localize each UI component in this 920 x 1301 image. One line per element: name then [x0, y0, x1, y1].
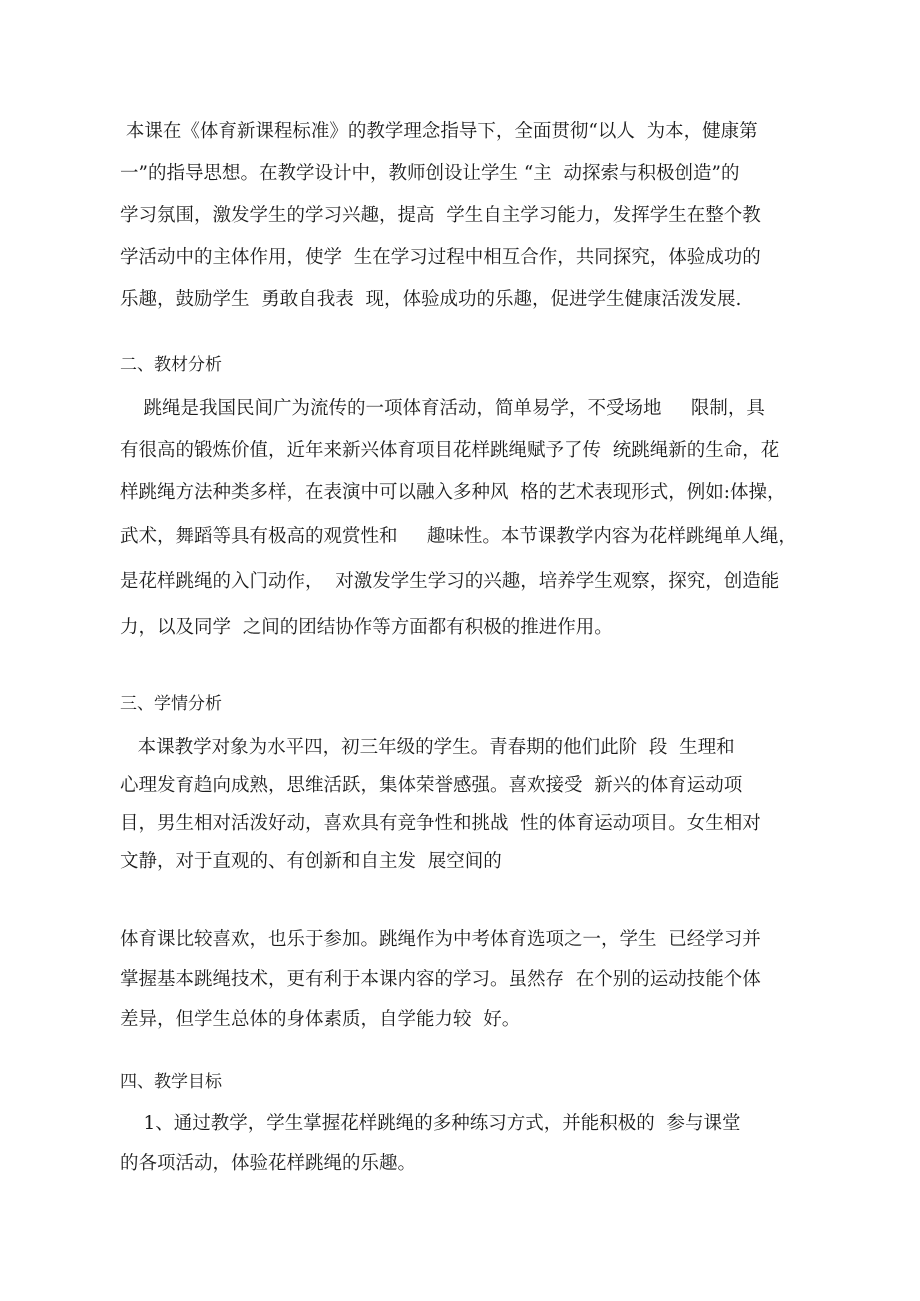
paragraph-line: 心理发育趋向成熟，思维活跃，集体荣誉感强。喜欢接受 新兴的体育运动项 — [120, 775, 743, 796]
paragraph-line: 文静，对于直观的、有创新和自主发 展空间的 — [120, 851, 502, 872]
section-heading-objectives: 四、教学目标 — [120, 1072, 222, 1092]
paragraph-line: 武术，舞蹈等具有极高的观赏性和 趣味性。本节课教学内容为花样跳绳单人绳， — [120, 526, 797, 547]
section-heading-materials: 二、教材分析 — [120, 355, 222, 375]
paragraph-line: 的各项活动，体验花样跳绳的乐趣。 — [120, 1153, 417, 1174]
paragraph-line: 跳绳是我国民间广为流传的一项体育活动，简单易学，不受场地 限制，具 — [120, 398, 765, 419]
paragraph-line: 体育课比较喜欢，也乐于参加。跳绳作为中考体育选项之一，学生 已经学习并 — [120, 929, 761, 950]
paragraph-line: 本课教学对象为水平四，初三年级的学生。青春期的他们此阶 段 生理和 — [120, 737, 735, 758]
section-heading-students: 三、学情分析 — [120, 694, 222, 714]
paragraph-line: 本课在《体育新课程标准》的教学理念指导下，全面贯彻“以人 为本，健康第 — [120, 121, 758, 142]
paragraph-line: 学活动中的主体作用，使学 生在学习过程中相互合作，共同探究，体验成功的 — [120, 247, 761, 268]
paragraph-line: 力，以及同学 之间的团结协作等方面都有积极的推进作用。 — [120, 617, 613, 638]
paragraph-line: 掌握基本跳绳技术，更有利于本课内容的学习。虽然存 在个别的运动技能个体 — [120, 969, 761, 990]
paragraph-line: 样跳绳方法种类多样，在表演中可以融入多种风 格的艺术表现形式，例如:体操， — [120, 482, 786, 503]
paragraph-line: 一”的指导思想。在教学设计中，教师创设让学生 “主 动探索与积极创造”的 — [120, 163, 740, 184]
paragraph-line: 目，男生相对活泼好动，喜欢具有竞争性和挑战 性的体育运动项目。女生相对 — [120, 813, 761, 834]
paragraph-line: 有很高的锻炼价值，近年来新兴体育项目花样跳绳赋予了传 统跳绳新的生命，花 — [120, 440, 780, 461]
paragraph-line: 差异，但学生总体的身体素质，自学能力较 好。 — [120, 1009, 521, 1030]
paragraph-line: 是花样跳绳的入门动作， 对激发学生学习的兴趣，培养学生观察，探究，创造能 — [120, 571, 780, 592]
paragraph-line: 乐趣，鼓励学生 勇敢自我表 现，体验成功的乐趣，促进学生健康活泼发展. — [120, 289, 742, 310]
paragraph-line: 1、通过教学，学生掌握花样跳绳的多种练习方式，并能积极的 参与课堂 — [120, 1113, 741, 1134]
paragraph-line: 学习氛围，激发学生的学习兴趣，提高 学生自主学习能力，发挥学生在整个教 — [120, 205, 761, 226]
